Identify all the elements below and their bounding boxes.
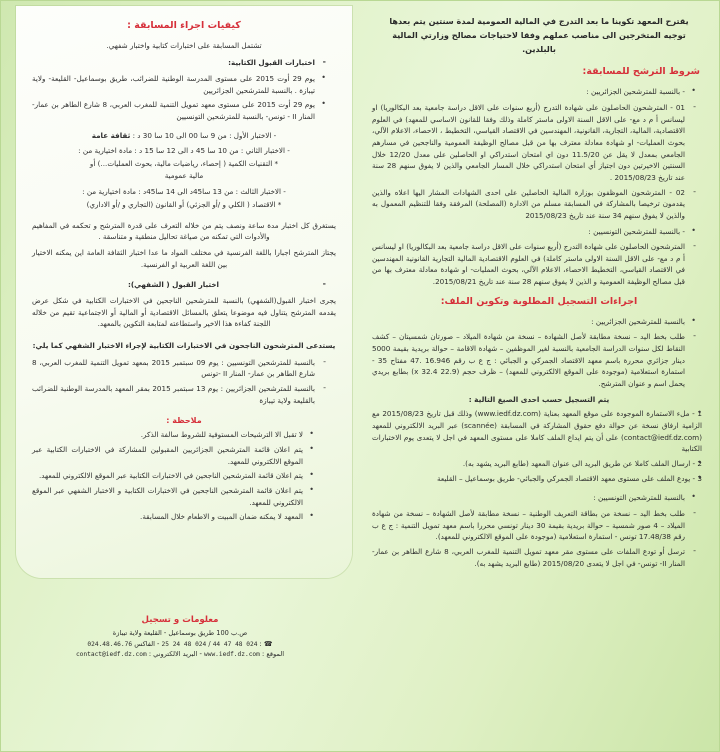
registration-tunisian-items xyxy=(372,508,706,569)
left-content-card xyxy=(16,6,352,578)
exam-location: • يوم 29 أوت 2015 على مستوى المدرسة الوطنية للضرائب، طريق بوسماعيل- القليعة- ولاية تيبازة . بالنسبة للمترشحين الجزائريين xyxy=(32,73,326,96)
oral-exam-label-group xyxy=(32,279,336,291)
registration-algerian-items xyxy=(372,331,706,389)
conditions-algerian-items xyxy=(372,102,706,222)
contact-site-label: الموقع xyxy=(266,650,285,659)
registration-algerians-label: • بالنسبة للمترشحين الجزائريين : xyxy=(372,316,696,328)
contact-fax-label: الفاكس xyxy=(134,639,155,648)
contact-phone-line: ☎ : 024 48 47 44 / 024 48 24 25 - الفاكس 024.48.46.76 xyxy=(87,639,273,648)
exam-1-line xyxy=(32,130,336,142)
oral-schedule-item: - بالنسبة للمترشحين الجزائريين : يوم 13 سبتمبر 2015 بمقر المعهد بالمدرسة الوطنية للضرائب بالقليعة ولاية تيبازة xyxy=(32,383,326,406)
notes-list xyxy=(32,429,336,523)
contact-email[interactable]: contact@iedf.dz.com xyxy=(75,651,147,659)
exam-language-note: يجتاز المترشح اجبارا باللغة الفرنسية في مختلف المواد ما عدا اختبار الثقافة العامة اين يمكنه الاختيار بين اللغة العربية او الفرنسية. xyxy=(32,248,336,269)
contact-address: ص.ب 100 طريق بوسماعيل - القليعة ولاية تيبازة xyxy=(112,629,248,638)
exam-3-option-1: * الاقتصاد ( الكلي و /أو الجزئي) أو القانون (التجاري و /أو الاداري) xyxy=(86,200,282,210)
conditions-heading: شروط الترشح للمسابقة: xyxy=(582,66,700,78)
procedure-intro: تشتمل المسابقة على اختبارات كتابية واختبار شفهي. xyxy=(106,40,262,50)
registration-tunisians-group xyxy=(372,492,706,504)
exam-2-title: - الاختبار الثاني : من 10 سا 45 د الى 12 سا 15 د : مادة اختيارية من : xyxy=(78,146,290,156)
contact-fax: 024.48.46.76 xyxy=(87,640,133,648)
oral-schedule-list xyxy=(32,357,336,407)
registration-method-2: • 2 - ارسال الملف كاملا عن طريق البريد الى عنوان المعهد (طابع البريد يشهد به). xyxy=(372,458,702,470)
exam-1-title: - الاختبار الأول : من 9 سا 00 الى 10 سا 30 د : xyxy=(132,130,277,140)
exam-3-title: - الاختبار الثالث : من 13 سا45د الى 14 سا45د : مادة اختيارية من : xyxy=(82,187,286,197)
exam-location: • يوم 29 أوت 2015 على مستوى معهد تمويل التنمية للمغرب العربي، 8 شارع الطاهر بن عمار- المنار II - تونس- بالنسبة للمترشحين التونسيين xyxy=(32,99,326,122)
oral-schedule-intro: يستدعى المترشحون الناجحون في الاختبارات الكتابية لإجراء الاختبار الشفهي كما يلي: xyxy=(32,340,336,350)
oral-exam-label: - اختبار القبول ( الشفهي): xyxy=(32,279,326,291)
conditions-tunisians-group xyxy=(372,226,706,238)
oral-exam-paragraph: يجرى اختبار القبول(الشفهي) بالنسبة للمترشحين الناجحين في الاختبارات الكتابية في شكل عرض يقدمه المترشح يتناول فيه موضوعا يتعلق بالمسائل الاقتصادية أو المالية أو الاجتماعية تقيم من خلاله اللجنة كفاءة هذا الاخير واستطاعته لمتابعة التكوين بالمعهد. xyxy=(32,295,336,329)
contact-site[interactable]: www.iedf.dz.com xyxy=(204,651,260,659)
written-exam-locations xyxy=(32,73,336,123)
registration-algerians-group xyxy=(372,316,706,328)
exam-2-option-1: * التقنيات الكمية ( إحصاء، رياضيات مالية، بحوث العمليات...) أو xyxy=(89,159,279,169)
registration-item: - ترسل أو تودع الملفات على مستوى مقر معهد تمويل التنمية للمغرب العربي، 8 شارع الطاهر بن عمار- المنار II- تونس- في اجل لا يتعدى 2015/08/20 (طابع البريد يشهد به). xyxy=(372,546,696,569)
contact-phone-2: 024 48 24 25 xyxy=(161,640,207,648)
right-column xyxy=(360,0,720,752)
note-item: • يتم اعلان قائمة المترشحين الناجحين في الاختبارات الكتابية و الاختبار الشفهي عبر الموقع الالكتروني للمعهد. xyxy=(32,485,314,508)
contact-email-label: البريد الالكتروني xyxy=(153,650,198,659)
contact-title: معلومات و تسجيل xyxy=(141,615,219,626)
registration-item: - طلب بخط اليد – نسخة من بطاقة التعريف الوطنية – نسخة مطابقة لأصل الشهادة – نسخة من شهادة الميلاد – 4 صور شمسية – حوالة بريدية بقيمة 30 دينار تونسي محررا باسم معهد تمويل التنمية : ج ع ب رقم 17.48/38 تونس - استمارة استعلامية (موجودة على الموقع الالكتروني للمعهد). xyxy=(372,508,696,543)
exam-2-option-2: مالية عمومية xyxy=(164,170,204,180)
registration-method-3: • 3 - يودع الملف على مستوى معهد الاقتصاد الجمركي والجبائي- طريق بوسماعيل – القليعة xyxy=(372,473,702,485)
oral-schedule-item: - بالنسبة للمترشحين التونسيين : يوم 09 سبتمبر 2015 بمعهد تمويل التنمية للمغرب العربي، 8 شارع الطاهر بن عمار- المنار II -تونس xyxy=(32,357,326,380)
contact-phone-1: 024 48 47 44 xyxy=(212,640,258,648)
condition-item: - المترشحون الحاصلون على شهادة التدرج (أربع سنوات على الاقل دراسة جامعية بعد البكالوريا) او ليسانس أ م د مع- على الاقل السنة الاولى ماستر كاملة) في العلوم الاقتصادية المالية التجارية القانونية المهندسين في الاقتصاد القياسي، التخطيط الاحصاء، الاعلام الآلي، بحوث العمليات- او شهادة معادلة معترف بها من قبل مصالح الوظيفة العمومية و الذين لا يفوق سنهم 28 سنة عند تاريخ 2015/08/21. xyxy=(372,241,696,288)
registration-method-1: • 1 - ملء الاستمارة الموجودة على موقع المعهد بعناية (www.iedf.dz.com) وذلك قبل تاريخ 2015/08/23 مع الزامية ارفاق نسخة عن حوالة دفع حقوق المشاركة في المسابقة (scannée) عبر البريد الالكتروني للمعهد (contact@iedf.dz.com) على أن يتم ايداع الملف كاملا على مستوى المعهد في اجل لا يتعدى يوم الاختبارات الكتابية xyxy=(372,408,702,455)
condition-item: - 01 - المترشحون الحاصلون على شهادة التدرج (أربع سنوات على الاقل دراسة جامعية بعد البكالوريا) او ليسانس أ م د مع- على الاقل السنة الاولى ماستر كاملة وذلك وفقا للقانون الاساسي للمعهد) في العلوم الاقتصادية، المالية، التجارية، القانونية، المهندسين في الاقتصاد القياسي، التخطيط ، الاحصاء، الاعلام الآلي، بحوث العمليات- او شهادة معادلة معترف بها من قبل مصالح الوظيفة العمومية والناجحين في مسارهم الجامعي بمعدل لا يقل عن 11.5/20 دون اي امتحان استدراكي او الحاصلين على معدل 12/20 خلال السنتين الاخيرتين دون اجتياز أي امتحان استدراكي خلال المسار الجامعي والذين لا يفوق سنهم 28 سنة عند تاريخ 2015/08/23 . xyxy=(372,102,696,184)
conditions-tunisian-items xyxy=(372,241,706,288)
note-item: • المعهد لا يمكنه ضمان المبيت و الاطعام خلال المسابقة. xyxy=(32,511,314,523)
written-exams-label: - اختبارات القبول الكتابية: xyxy=(32,57,326,69)
exam-duration-note: يستغرق كل اختبار مدة ساعة ونصف يتم من خلاله التعرف على قدرة المترشح و تحكمه في المفاهيم والأدوات التي تمكنه من صياغة تحاليل منطقية و متناسقة . xyxy=(32,220,336,242)
written-exams-label-group xyxy=(32,57,336,69)
note-heading: ملاحظة : xyxy=(166,416,202,426)
registration-heading: اجراءات التسجيل المطلوبة وتكوين الملف: xyxy=(440,295,638,307)
registration-tunisians-label: • بالنسبة للمترشحين التونسيين : xyxy=(372,492,696,504)
condition-item: - 02 - المترشحون الموظفون بوزارة المالية الحاصلين على احدى الشهادات المشار اليها اعلاه والذين يقدمون ترخيصا بالمشاركة في المسابقة مسلم من الادارة (المصلحة) المرفقة وفقا للتنظيم المعمول به والذين لا يفوق سنهم 34 سنة عند تاريخ 2015/08/23 xyxy=(372,187,696,222)
contact-block xyxy=(24,615,336,660)
note-item: • يتم اعلان قائمة المترشحين الجزائريين المقبولين للمشاركة في الاختبارات الكتابية عبر الموقع الالكتروني للمعهد. xyxy=(32,444,314,467)
exam-1-subject: ثقافة عامة xyxy=(91,130,131,140)
note-item: • يتم اعلان قائمة المترشحين الناجحين في الاختبارات الكتابية عبر الموقع الالكتروني للمعهد. xyxy=(32,470,314,482)
conditions-algerians-label: • - بالنسبة للمترشحين الجزائريين : xyxy=(372,86,696,98)
note-item: • لا تقبل الا الترشيحات المستوفية للشروط سالفة الذكر. xyxy=(32,429,314,441)
telephone-icon: ☎ xyxy=(263,639,273,648)
program-intro-paragraph: يقترح المعهد تكوينا ما بعد التدرج في المالية العمومية لمدة سنتين يتم بعدها توجيه المتخرجين الى مناصب عملهم وفقا لاحتياجات مصالح وزارتي المالية بالبلدين. xyxy=(389,16,689,55)
contact-web-line: الموقع : www.iedf.dz.com - البريد الالكتروني : contact@iedf.dz.com xyxy=(75,650,285,659)
registration-item: - طلب بخط اليد – نسخة مطابقة لأصل الشهادة – نسخة من شهادة الميلاد – صورتان شمسيتان – كشف النقاط لكل سنوات الدراسة الجامعية بالنسبة لغير الموظفين – شهادة الاقامة – حوالة بريدية بقيمة 5000 دينار جزائري محررة باسم معهد الاقتصاد الجمركي و الجبائي : ج ع ب رقم 16.946 .47 مفتاح 35 - استمارة استعلامية (موجودة على الموقع الالكتروني للمعهد) – ظرف حجم (22.9 x 32.4) بطابع بريدي يحمل اسم و عنوان المترشح. xyxy=(372,331,696,389)
conditions-tunisians-label: • - بالنسبة للمترشحين التونسيين : xyxy=(372,226,696,238)
registration-methods-list xyxy=(372,408,706,484)
conditions-algerians-group xyxy=(372,86,706,98)
registration-methods-label: يتم التسجيل حسب احدى الصيغ التالية : xyxy=(468,394,610,404)
procedure-heading: كيفيات اجراء المسابقة : xyxy=(127,20,241,31)
